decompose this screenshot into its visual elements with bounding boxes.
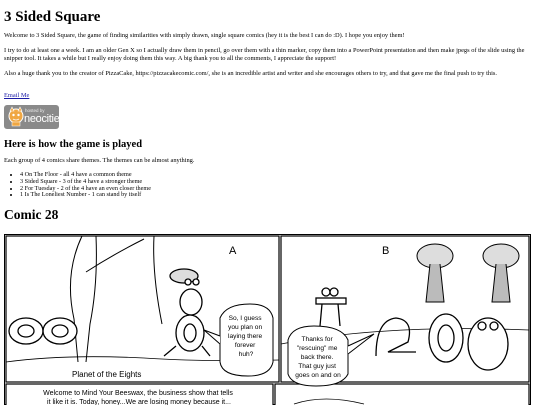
panel-d: [275, 384, 529, 405]
rule-item: • 4 On The Floor - all 4 have a common theme: [20, 172, 536, 179]
intro-paragraph-1: Welcome to 3 Sided Square, the game of finding similarities with simply drawn, single square comics (hey it is the best I can do :D). I hope you enjoy them!: [4, 32, 405, 39]
page-title: 3 Sided Square: [4, 9, 101, 25]
bubble-b-line: That guy just: [298, 363, 336, 370]
comic-image: [4, 234, 531, 405]
rule-item: • 1 Is The Loneliest Number - 1 can stand by itself: [20, 192, 536, 199]
bubble-b-line: goes on and on: [295, 372, 341, 379]
neocities-badge[interactable]: [4, 105, 65, 129]
panel-b-letter: B: [382, 245, 390, 257]
rule-item: • 3 Sided Square - 3 of the 4 have a stronger theme: [20, 179, 536, 186]
bubble-b-line: "rescuing" me: [296, 345, 338, 352]
bubble-a-line: forever: [234, 342, 256, 349]
intro-paragraph-2: I try to do at least one a week. I am an older Gen X so I actually draw them in pencil, go over them with a thin marker, copy them into a PowerPoint presentation and then make jpegs of the slide using the snipper tool. It takes a while but I really enjoy doing them this way. A big thank you to all the comments, I appreciate the support!: [4, 46, 525, 63]
bubble-a-line: you plan on: [228, 324, 263, 331]
bubble-a-line: laying there: [228, 333, 263, 340]
bubble-b-line: back there.: [300, 354, 334, 361]
badge-small-text: hosted by: [25, 108, 45, 114]
neocities-cat-icon: [7, 107, 25, 127]
panel-c-caption-line: it like it is. Today, honey...We are losing money because it...: [47, 399, 231, 405]
badge-big-text: neocities: [24, 113, 65, 126]
comic-heading: Comic 28: [4, 207, 59, 223]
panel-a-caption: Planet of the Eights: [72, 370, 142, 379]
bubble-b-line: Thanks for: [301, 336, 333, 343]
how-heading: Here is how the game is played: [4, 139, 143, 151]
bubble-a-line: So, I guess: [228, 315, 262, 322]
comic-drawing: [4, 234, 531, 405]
how-text: Each group of 4 comics share themes. The themes can be almost anything.: [4, 157, 195, 165]
panel-c-caption-line: Welcome to Mind Your Beeswax, the business show that tells: [43, 390, 233, 397]
page: [4, 0, 536, 228]
panel-a-letter: A: [229, 245, 237, 257]
rule-item: • 2 For Tuesday - 2 of the 4 have an even closer theme: [20, 186, 536, 193]
email-me-link[interactable]: Email Me: [4, 92, 30, 100]
svg-text:Thanks for "rescuing": [295, 336, 341, 379]
bubble-a-line: huh?: [238, 351, 254, 358]
intro-paragraph-3: Also a huge thank you to the creator of PizzaCake, https://pizzacakecomic.com/, she is an incredible artist and writer and she encourages others to try, and that gave me the final push to try this.: [4, 69, 497, 77]
rules-list: [4, 172, 536, 199]
